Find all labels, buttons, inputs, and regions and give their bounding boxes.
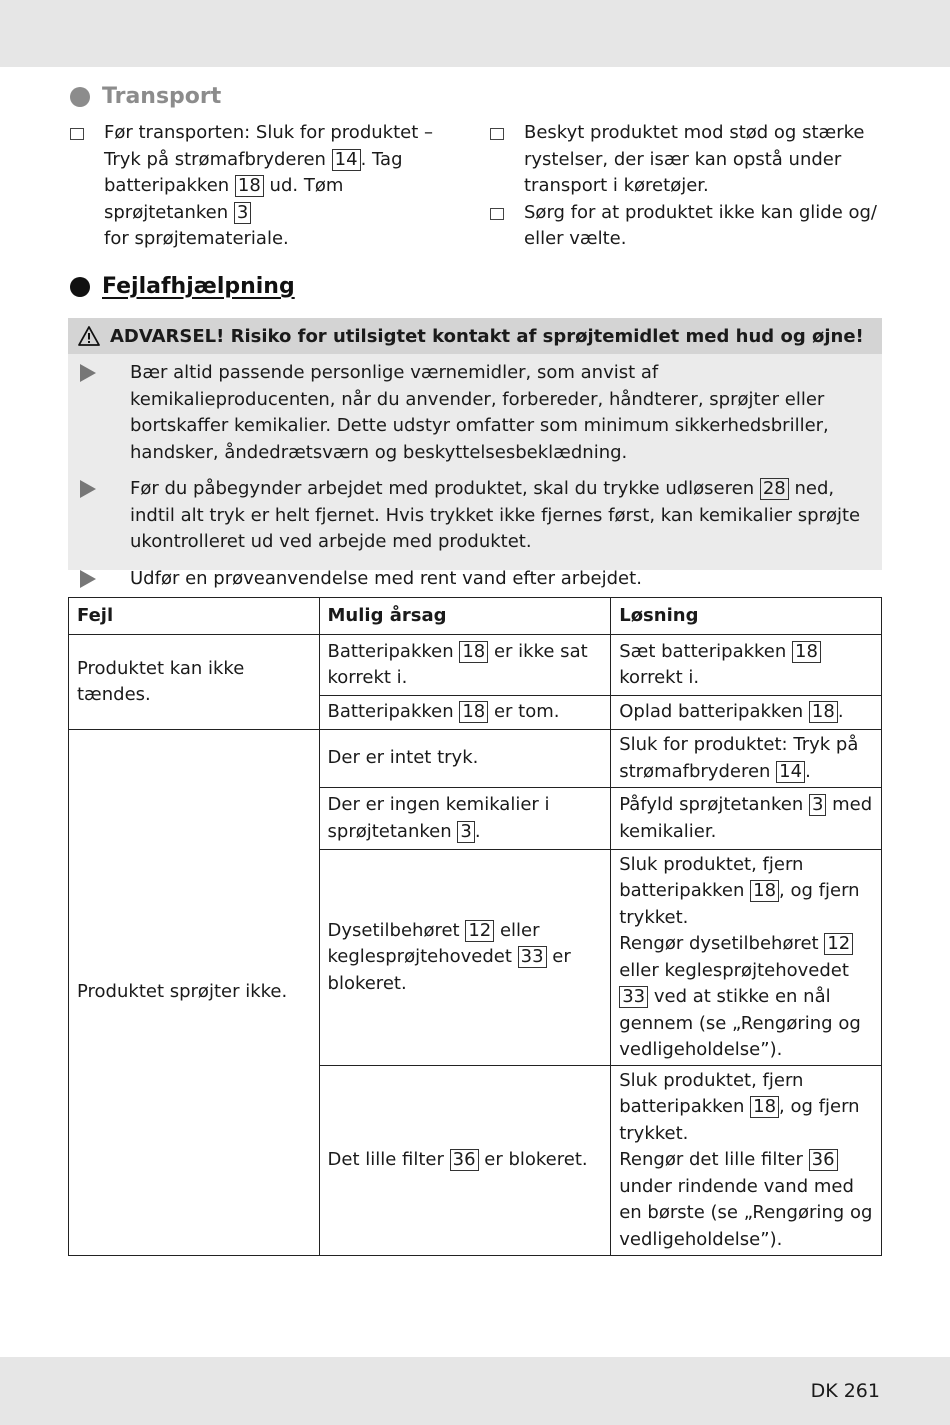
transport-left-column [70, 120, 465, 253]
bullet-dot-icon [70, 277, 90, 297]
warning-box [68, 318, 882, 589]
column-header: Mulig årsag [319, 598, 611, 635]
part-number-box: 18 [809, 701, 838, 723]
warning-list [68, 354, 882, 592]
list-item-text: Før transporten: Sluk for produktet – Tryk på strømafbryderen 14 . Tag batteripakken 18 ud. Tøm sprøjtetanken 3 for sprøjtemateriale. [104, 122, 433, 249]
part-number-box: 12 [465, 920, 494, 942]
checkbox-bullet-icon [490, 128, 504, 140]
column-header: Løsning [611, 598, 882, 635]
cause-cell: Der er intet tryk. [319, 730, 611, 788]
part-number-box: 3 [234, 202, 251, 224]
part-number-box: 18 [459, 701, 488, 723]
cause-cell: Det lille filter 36 er blokeret. [319, 1066, 611, 1256]
checkbox-bullet-icon [70, 128, 84, 140]
solution-cell: Sluk produktet, fjern batteripakken 18 , og fjern trykket. Rengør det lille filter 36 under rindende vand med en børste (se „Rengøring og vedligeholdelse”). [611, 1066, 882, 1256]
list-item-text: Sørg for at produktet ikke kan glide og/ eller vælte. [524, 201, 877, 249]
solution-cell: Påfyld sprøjtetanken 3 med kemikalier. [611, 788, 882, 850]
troubleshooting-title: Fejlafhjælpning [102, 274, 295, 299]
warning-item-text: Udfør en prøveanvendelse med rent vand efter arbejdet. [130, 567, 642, 589]
part-number-box: 12 [824, 933, 853, 955]
checkbox-bullet-icon [490, 208, 504, 220]
part-number-box: 33 [518, 946, 547, 968]
fault-cell: Produktet sprøjter ikke. [69, 730, 320, 1256]
list-item-text: Beskyt produktet mod stød og stærke rystelser, der især kan opstå under transport i køretøjer. [524, 122, 865, 196]
arrow-bullet-icon [80, 570, 114, 588]
warning-item-text: Før du påbegynder arbejdet med produktet, skal du trykke udløseren 28 ned, indtil alt tryk er helt fjernet. Hvis trykket ikke fjernes først, kan kemikalier sprøjte ukontrolleret ud ved arbejde med produktet. [130, 478, 861, 552]
part-number-box: 18 [235, 175, 264, 197]
table-header-row [69, 598, 882, 635]
arrow-bullet-icon [80, 480, 114, 498]
warning-item [78, 360, 862, 466]
solution-cell: Sæt batteripakken 18 korrekt i. [611, 635, 882, 696]
cause-cell: Dysetilbehøret 12 eller keglesprøjtehovedet 33 er blokeret. [319, 850, 611, 1066]
part-number-box: 3 [457, 821, 474, 843]
part-number-box: 28 [760, 478, 789, 500]
part-number-box: 36 [450, 1149, 479, 1171]
warning-item [78, 566, 862, 593]
table-row [69, 635, 882, 696]
part-number-box: 18 [459, 641, 488, 663]
part-number-box: 3 [809, 794, 826, 816]
part-number-box: 14 [332, 149, 361, 171]
list-item [490, 120, 890, 200]
list-item [490, 200, 890, 253]
transport-heading [70, 84, 221, 109]
header-band [0, 0, 950, 67]
part-number-box: 14 [776, 761, 805, 783]
fault-cell: Produktet kan ikke tændes. [69, 635, 320, 730]
table-row [69, 730, 882, 788]
cause-cell: Batteripakken 18 er ikke sat korrekt i. [319, 635, 611, 696]
part-number-box: 18 [792, 641, 821, 663]
part-number-box: 18 [750, 880, 779, 902]
troubleshooting-table [68, 597, 882, 1256]
part-number-box: 36 [809, 1149, 838, 1171]
column-header: Fejl [69, 598, 320, 635]
transport-title: Transport [102, 84, 222, 109]
cause-cell: Batteripakken 18 er tom. [319, 696, 611, 730]
solution-cell: Oplad batteripakken 18 . [611, 696, 882, 730]
warning-heading-text: ADVARSEL! Risiko for utilsigtet kontakt af sprøjtemidlet med hud og øjne! [110, 325, 864, 347]
page-number: DK 261 [810, 1380, 880, 1402]
part-number-box: 18 [750, 1096, 779, 1118]
warning-item-text: Bær altid passende personlige værnemidler, som anvist af kemikalieproducenten, når du anvender, forbereder, håndterer, sprøjter eller bortskaffer kemikalier. Dette udstyr omfatter som minimum sikkerhedsbriller, handsker, åndedrætsværn og beskyttelsesbeklædning. [130, 362, 829, 463]
bullet-dot-icon [70, 87, 90, 107]
troubleshooting-heading [70, 274, 295, 299]
part-number-box: 33 [619, 986, 648, 1008]
warning-triangle-icon [78, 326, 100, 346]
warning-heading [68, 318, 882, 354]
solution-cell: Sluk for produktet: Tryk på strømafbryderen 14 . [611, 730, 882, 788]
list-item [70, 120, 465, 253]
warning-item [78, 476, 862, 556]
solution-cell: Sluk produktet, fjern batteripakken 18 , og fjern trykket. Rengør dysetilbehøret 12 eller keglesprøjtehovedet 33 ved at stikke en nål gennem (se „Rengøring og vedligeholdelse”). [611, 850, 882, 1066]
cause-cell: Der er ingen kemikalier i sprøjtetanken 3 . [319, 788, 611, 850]
arrow-bullet-icon [80, 364, 114, 382]
footer-band [0, 1357, 950, 1425]
transport-right-column [490, 120, 890, 253]
